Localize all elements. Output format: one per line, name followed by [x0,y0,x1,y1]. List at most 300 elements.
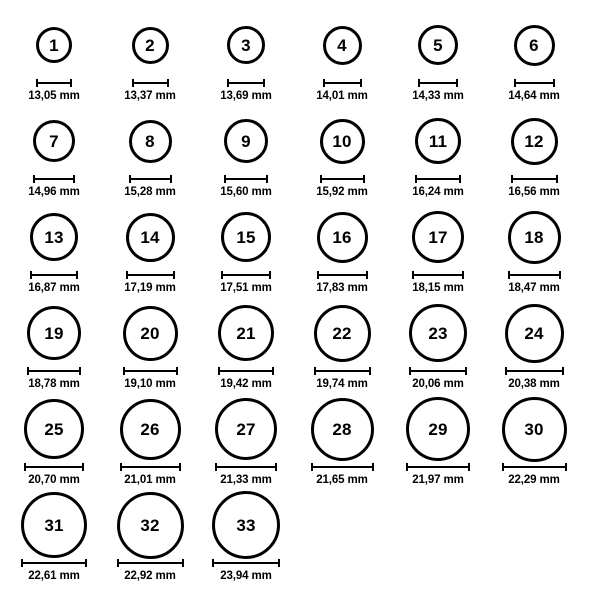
chart-row [6,206,594,302]
diameter-measure-line [505,367,564,375]
ring-size-label: 23 [428,323,448,343]
diameter-label: 21,33 mm [220,474,272,486]
ring-size-label: 7 [49,131,59,151]
measure-tick-right [369,367,371,375]
ring-circle-icon [120,399,181,460]
ring-size-label: 29 [428,419,448,439]
measure-bar [311,466,374,468]
measure-bar [21,562,87,564]
ring-circle-icon [323,26,362,65]
ring-size-label: 5 [433,35,443,55]
ring-size-label: 30 [524,419,544,439]
ring-circle-icon [406,397,470,461]
diameter-label: 14,64 mm [508,90,560,102]
measure-bar [409,370,467,372]
ring-circle-icon [33,120,75,162]
ring-size-label: 21 [236,323,256,343]
ring-size-label: 1 [49,35,59,55]
diameter-measure-line [418,79,458,87]
ring-size-label: 13 [44,227,64,247]
measure-tick-left [320,175,322,183]
diameter-measure-line [218,367,274,375]
measure-bar [123,370,178,372]
ring-circle-wrap [412,206,464,268]
measure-tick-right [468,463,470,471]
ring-size-label: 14 [140,227,160,247]
measure-tick-left [129,175,131,183]
measure-tick-left [123,367,125,375]
ring-circle-icon [21,492,87,558]
ring-circle-wrap [120,398,181,460]
ring-circle-wrap [320,110,365,172]
ring-circle-wrap [27,302,81,364]
diameter-measure-line [21,559,87,567]
diameter-label: 22,61 mm [28,570,80,582]
ring-size-label: 18 [524,227,544,247]
measure-tick-left [117,559,119,567]
ring-size-label: 19 [44,323,64,343]
diameter-measure-line [33,175,75,183]
ring-circle-wrap [323,14,362,76]
ring-circle-wrap [502,398,567,460]
ring-size-cell [294,14,390,110]
measure-bar [129,178,172,180]
diameter-label: 14,96 mm [28,186,80,198]
measure-bar [30,274,78,276]
diameter-measure-line [415,175,461,183]
ring-circle-wrap [415,110,461,172]
ring-circle-wrap [418,14,458,76]
ring-size-cell [198,14,294,110]
diameter-label: 16,24 mm [412,186,464,198]
diameter-label: 20,06 mm [412,378,464,390]
ring-size-cell [102,206,198,302]
measure-tick-right [70,79,72,87]
ring-circle-icon [212,491,280,559]
ring-circle-icon [409,304,467,362]
measure-bar [227,82,265,84]
diameter-label: 14,01 mm [316,90,368,102]
ring-size-label: 11 [428,131,448,151]
measure-tick-right [170,175,172,183]
ring-size-cell [102,302,198,398]
ring-size-cell [6,206,102,302]
measure-bar [505,370,564,372]
ring-circle-wrap [409,302,467,364]
measure-bar [502,466,567,468]
ring-size-cell [486,110,582,206]
measure-tick-right [79,367,81,375]
measure-tick-left [215,463,217,471]
ring-size-cell [294,302,390,398]
measure-tick-right [556,175,558,183]
ring-circle-icon [215,398,277,460]
ring-size-cell [198,206,294,302]
diameter-measure-line [117,559,184,567]
diameter-label: 15,60 mm [220,186,272,198]
ring-size-label: 9 [241,131,251,151]
ring-circle-wrap [511,110,558,172]
ring-circle-wrap [227,14,265,76]
measure-tick-right [173,271,175,279]
measure-bar [36,82,72,84]
ring-size-label: 33 [236,515,256,535]
measure-tick-right [363,175,365,183]
ring-size-label: 15 [236,227,256,247]
ring-size-label: 8 [145,131,155,151]
diameter-measure-line [30,271,78,279]
measure-tick-right [553,79,555,87]
measure-tick-left [415,175,417,183]
measure-bar [24,466,84,468]
diameter-measure-line [27,367,81,375]
measure-tick-right [562,367,564,375]
measure-tick-right [269,271,271,279]
ring-size-cell [390,14,486,110]
ring-circle-wrap [132,14,169,76]
ring-size-cell [6,302,102,398]
ring-size-cell [6,110,102,206]
measure-bar [514,82,555,84]
ring-circle-icon [418,25,458,65]
measure-bar [508,274,561,276]
diameter-label: 17,83 mm [316,282,368,294]
ring-circle-icon [224,119,268,163]
diameter-measure-line [514,79,555,87]
diameter-measure-line [311,463,374,471]
measure-bar [314,370,371,372]
measure-tick-left [36,79,38,87]
ring-circle-icon [27,306,81,360]
chart-row [6,14,594,110]
diameter-label: 15,92 mm [316,186,368,198]
measure-tick-right [559,271,561,279]
ring-size-cell [102,14,198,110]
measure-tick-right [372,463,374,471]
ring-size-cell [486,206,582,302]
ring-circle-wrap [126,206,175,268]
measure-bar [218,370,274,372]
ring-size-cell [198,398,294,494]
ring-circle-icon [132,27,169,64]
measure-tick-left [126,271,128,279]
measure-tick-left [227,79,229,87]
ring-circle-wrap [33,110,75,172]
measure-tick-right [176,367,178,375]
ring-circle-wrap [317,206,368,268]
ring-size-cell [102,110,198,206]
ring-circle-wrap [406,398,470,460]
measure-tick-left [21,559,23,567]
ring-circle-icon [508,211,561,264]
diameter-label: 21,01 mm [124,474,176,486]
diameter-label: 18,78 mm [28,378,80,390]
diameter-label: 23,94 mm [220,570,272,582]
ring-size-label: 10 [332,131,352,151]
diameter-measure-line [221,271,271,279]
ring-size-label: 26 [140,419,160,439]
measure-bar [323,82,362,84]
measure-tick-right [85,559,87,567]
ring-circle-wrap [129,110,172,172]
diameter-measure-line [123,367,178,375]
diameter-measure-line [317,271,368,279]
ring-circle-wrap [221,206,271,268]
measure-tick-left [409,367,411,375]
ring-size-cell [390,110,486,206]
diameter-measure-line [215,463,277,471]
ring-circle-wrap [24,398,84,460]
diameter-label: 20,70 mm [28,474,80,486]
ring-size-cell [6,494,102,590]
ring-circle-icon [24,399,84,459]
ring-size-label: 28 [332,419,352,439]
diameter-label: 22,29 mm [508,474,560,486]
ring-circle-icon [129,120,172,163]
measure-tick-right [565,463,567,471]
measure-tick-right [182,559,184,567]
ring-circle-icon [502,397,567,462]
ring-size-label: 3 [241,35,251,55]
measure-bar [320,178,365,180]
measure-bar [117,562,184,564]
ring-circle-icon [218,305,274,361]
diameter-measure-line [412,271,464,279]
measure-tick-right [179,463,181,471]
ring-circle-wrap [36,14,72,76]
measure-tick-right [465,367,467,375]
ring-size-cell [486,14,582,110]
ring-size-label: 22 [332,323,352,343]
ring-circle-wrap [311,398,374,460]
ring-circle-icon [415,118,461,164]
ring-circle-wrap [30,206,78,268]
diameter-label: 16,87 mm [28,282,80,294]
ring-circle-icon [317,212,368,263]
diameter-measure-line [126,271,175,279]
measure-tick-left [311,463,313,471]
measure-tick-right [462,271,464,279]
measure-bar [215,466,277,468]
measure-bar [412,274,464,276]
ring-circle-icon [227,26,265,64]
ring-size-label: 17 [428,227,448,247]
diameter-measure-line [406,463,470,471]
measure-bar [317,274,368,276]
ring-size-cell [390,398,486,494]
ring-circle-icon [126,213,175,262]
ring-circle-wrap [212,494,280,556]
diameter-label: 13,37 mm [124,90,176,102]
ring-size-cell [294,206,390,302]
diameter-measure-line [314,367,371,375]
ring-circle-wrap [117,494,184,556]
measure-tick-right [263,79,265,87]
measure-tick-left [412,271,414,279]
ring-circle-wrap [218,302,274,364]
measure-tick-left [406,463,408,471]
ring-size-cell [486,302,582,398]
measure-tick-right [278,559,280,567]
ring-circle-icon [36,27,72,63]
measure-tick-left [212,559,214,567]
measure-tick-left [30,271,32,279]
diameter-measure-line [212,559,280,567]
ring-size-label: 24 [524,323,544,343]
ring-circle-icon [511,118,558,165]
measure-tick-left [323,79,325,87]
ring-circle-wrap [514,14,555,76]
measure-tick-right [82,463,84,471]
diameter-label: 17,51 mm [220,282,272,294]
measure-tick-left [221,271,223,279]
ring-circle-icon [117,492,184,559]
measure-tick-left [120,463,122,471]
diameter-measure-line [502,463,567,471]
diameter-label: 14,33 mm [412,90,464,102]
diameter-label: 19,42 mm [220,378,272,390]
measure-tick-left [508,271,510,279]
measure-tick-left [317,271,319,279]
measure-tick-left [514,79,516,87]
diameter-label: 17,19 mm [124,282,176,294]
ring-circle-icon [314,305,371,362]
measure-bar [406,466,470,468]
measure-tick-left [218,367,220,375]
ring-size-label: 31 [44,515,64,535]
ring-circle-wrap [21,494,87,556]
diameter-label: 19,10 mm [124,378,176,390]
measure-tick-left [27,367,29,375]
ring-circle-icon [505,304,564,363]
ring-size-label: 25 [44,419,64,439]
ring-circle-wrap [215,398,277,460]
ring-size-cell [390,206,486,302]
ring-size-cell [390,302,486,398]
measure-bar [27,370,81,372]
ring-circle-wrap [224,110,268,172]
ring-size-cell [102,494,198,590]
chart-row [6,398,594,494]
ring-circle-icon [30,213,78,261]
ring-size-label: 16 [332,227,352,247]
measure-bar [418,82,458,84]
measure-tick-right [456,79,458,87]
diameter-measure-line [36,79,72,87]
ring-circle-icon [412,211,464,263]
measure-bar [511,178,558,180]
ring-size-cell [102,398,198,494]
measure-tick-left [33,175,35,183]
ring-size-label: 4 [337,35,347,55]
ring-circle-icon [320,119,365,164]
ring-circle-icon [221,212,271,262]
diameter-measure-line [409,367,467,375]
ring-size-label: 2 [145,35,155,55]
measure-tick-right [360,79,362,87]
measure-tick-right [459,175,461,183]
measure-bar [224,178,268,180]
ring-size-label: 32 [140,515,160,535]
measure-tick-right [275,463,277,471]
measure-tick-right [167,79,169,87]
diameter-label: 15,28 mm [124,186,176,198]
ring-size-label: 6 [529,35,539,55]
diameter-label: 21,65 mm [316,474,368,486]
diameter-label: 13,05 mm [28,90,80,102]
ring-circle-wrap [508,206,561,268]
ring-size-cell [6,14,102,110]
diameter-measure-line [511,175,558,183]
ring-size-cell [6,398,102,494]
diameter-measure-line [227,79,265,87]
measure-tick-right [76,271,78,279]
chart-row [6,110,594,206]
ring-size-cell [294,398,390,494]
measure-tick-left [224,175,226,183]
measure-tick-left [132,79,134,87]
ring-circle-wrap [123,302,178,364]
diameter-measure-line [120,463,181,471]
ring-circle-wrap [314,302,371,364]
diameter-label: 16,56 mm [508,186,560,198]
ring-size-cell [198,110,294,206]
ring-circle-icon [123,306,178,361]
measure-bar [221,274,271,276]
ring-size-label: 27 [236,419,256,439]
measure-tick-right [272,367,274,375]
diameter-measure-line [320,175,365,183]
measure-tick-right [73,175,75,183]
ring-size-label: 20 [140,323,160,343]
diameter-measure-line [24,463,84,471]
measure-tick-left [502,463,504,471]
diameter-label: 21,97 mm [412,474,464,486]
diameter-measure-line [224,175,268,183]
diameter-label: 18,47 mm [508,282,560,294]
measure-bar [120,466,181,468]
measure-bar [132,82,169,84]
measure-bar [212,562,280,564]
chart-row [6,302,594,398]
diameter-label: 20,38 mm [508,378,560,390]
measure-bar [126,274,175,276]
ring-size-label: 12 [524,131,544,151]
measure-tick-left [24,463,26,471]
diameter-label: 19,74 mm [316,378,368,390]
ring-size-cell [198,494,294,590]
diameter-label: 22,92 mm [124,570,176,582]
diameter-label: 18,15 mm [412,282,464,294]
measure-tick-left [511,175,513,183]
chart-row [6,494,594,590]
ring-size-cell [198,302,294,398]
measure-tick-left [505,367,507,375]
diameter-measure-line [129,175,172,183]
measure-tick-left [418,79,420,87]
measure-bar [33,178,75,180]
ring-circle-icon [514,25,555,66]
ring-size-cell [294,110,390,206]
measure-tick-right [366,271,368,279]
measure-tick-right [266,175,268,183]
diameter-measure-line [132,79,169,87]
diameter-measure-line [508,271,561,279]
diameter-label: 13,69 mm [220,90,272,102]
ring-circle-icon [311,398,374,461]
measure-bar [415,178,461,180]
ring-circle-wrap [505,302,564,364]
